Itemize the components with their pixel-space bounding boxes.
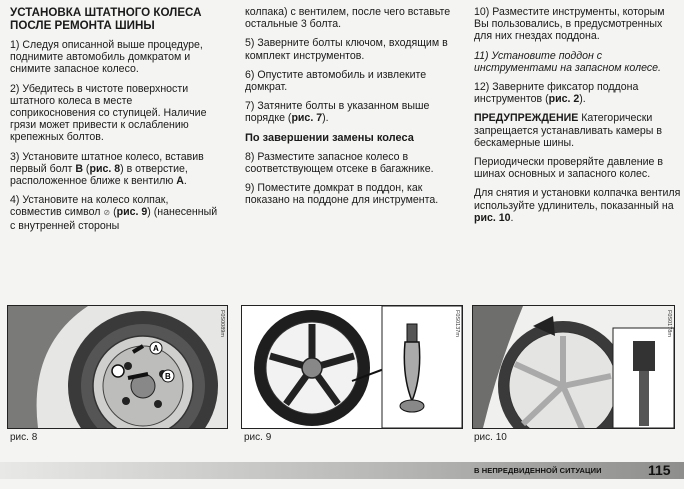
step-2: 2) Убедитесь в чистоте поверхности штатного колеса в месте соприкосновения со ступицей. Наличие грязи может привести к ослаблению крепежных болтов. <box>10 82 207 144</box>
step-4-end: ) (нанесенный с внутренней стороны <box>10 206 218 232</box>
step-7 <box>245 100 453 124</box>
valve-extension-illustration <box>473 306 674 428</box>
valve-symbol-icon: ⊘ <box>103 208 111 218</box>
wheel-bolts-illustration <box>8 306 227 428</box>
step-4-paren: ( <box>110 206 117 219</box>
step-11: 11) Установите поддон с инструментами на запасном колесе. <box>474 49 661 74</box>
step-3-paren: ( <box>82 162 90 175</box>
column-3 <box>474 6 682 231</box>
figure-8 <box>7 305 228 429</box>
step-8: 8) Разместите запасное колесо в соответствующем отсеке в багажнике. <box>245 150 434 176</box>
hubcap-valve-illustration <box>242 306 462 428</box>
step-4-text: 4) Установите на колесо колпак, совместив символ <box>10 194 169 219</box>
figure-10 <box>472 305 675 429</box>
fig-8-ref: рис. 8 <box>89 162 121 175</box>
figure-9 <box>241 305 463 429</box>
step-10: 10) Разместите инструменты, которым Вы пользовались, в предусмотренных для них гнездах поддона. <box>474 6 665 43</box>
step-5: 5) Заверните болты ключом, входящим в комплект инструментов. <box>245 37 448 62</box>
fig-2-ref: рис. 2 <box>548 93 580 106</box>
step-1: 1) Следуя описанной выше процедуре, поднимите автомобиль домкратом и снимите запасное колесо. <box>10 39 203 76</box>
page-number: 115 <box>648 462 671 478</box>
section-heading: УСТАНОВКА ШТАТНОГО КОЛЕСА ПОСЛЕ РЕМОНТА ШИНЫ <box>10 6 202 32</box>
caption-fig-10: рис. 10 <box>474 432 507 443</box>
caption-fig-8: рис. 8 <box>10 432 38 443</box>
step-12-end: ). <box>579 93 586 106</box>
warning <box>474 112 682 149</box>
step-6: 6) Опустите автомобиль и извлеките домкрат. <box>245 68 427 94</box>
footer-section-title: В НЕПРЕДВИДЕННОЙ СИТУАЦИИ <box>474 466 602 475</box>
step-12 <box>474 81 682 105</box>
figure-code: F0S0137m <box>454 310 460 337</box>
fig-9-ref: рис. 9 <box>116 206 148 219</box>
step-3 <box>10 151 218 188</box>
step-7-end: ). <box>322 112 329 125</box>
figure-code: F0S0089m <box>219 310 225 337</box>
valve-a-label: A <box>176 175 184 188</box>
valve-cap-note <box>474 187 682 224</box>
warning-text: Категорически запрещается устанавливать камеры в бескамерные шины. <box>474 112 662 149</box>
valve-cap-end: . <box>510 211 514 224</box>
step-3-text: 3) Установите штатное колесо, вставив первый болт <box>10 150 204 175</box>
column-1 <box>10 6 218 239</box>
step-12-text: 12) Заверните фиксатор поддона инструментов ( <box>474 81 639 106</box>
fig-7-ref: рис. 7 <box>291 112 323 125</box>
column-2 <box>245 6 453 214</box>
valve-cap-text: Для снятия и установки колпачка вентиля используйте удлинитель, показанный на <box>474 187 681 212</box>
step-3-end: ) в отверстие, расположенное ближе к вентилю <box>10 162 188 188</box>
step-4 <box>10 194 218 232</box>
figure-code: F0S0178m <box>666 310 672 337</box>
pressure-check: Периодически проверяйте давление в шинах основных и запасного колес. <box>474 156 663 181</box>
label-b: B <box>165 372 171 381</box>
warning-title: ПРЕДУПРЕЖДЕНИЕ <box>474 112 579 125</box>
step-4-continued: колпака) с вентилем, после чего вставьте остальные 3 болта. <box>245 6 451 31</box>
step-9: 9) Поместите домкрат в поддон, как показано на поддоне для инструмента. <box>245 182 439 207</box>
step-7-text: 7) Затяните болты в указанном выше порядке ( <box>245 100 430 125</box>
subheading: По завершении замены колеса <box>245 131 414 144</box>
bolt-b-label: B <box>75 162 83 175</box>
label-a: A <box>153 344 159 353</box>
caption-fig-9: рис. 9 <box>244 432 272 443</box>
fig-10-ref: рис. 10 <box>474 211 511 224</box>
step-3-dot: . <box>183 175 187 188</box>
